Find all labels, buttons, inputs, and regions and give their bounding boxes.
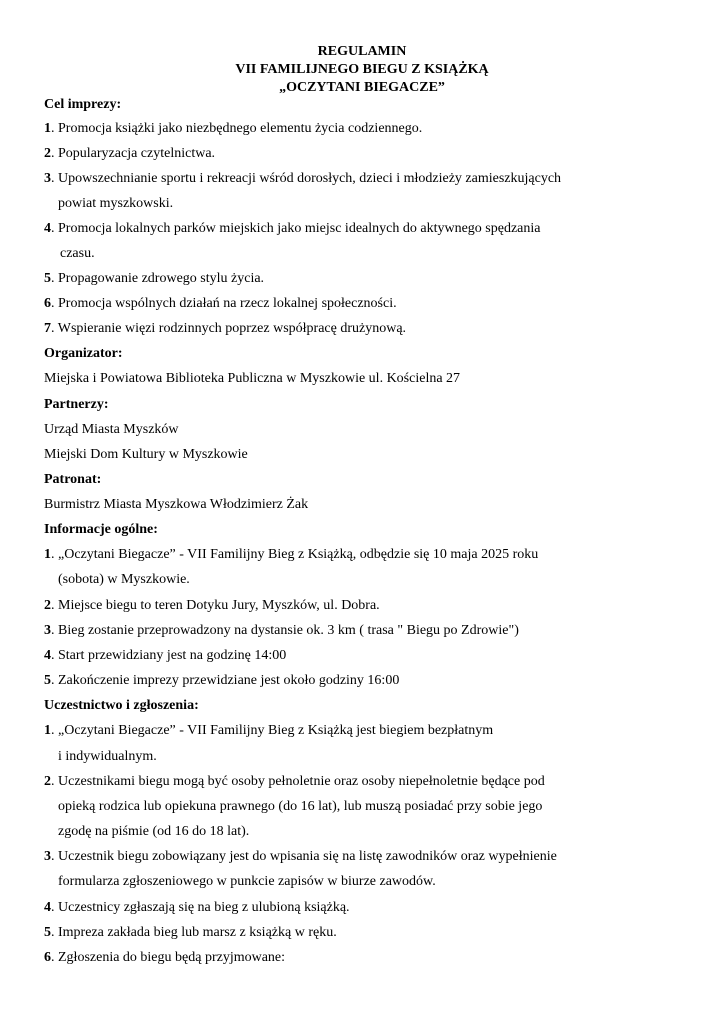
ucz-item-3-continuation: formularza zgłoszeniowego w punkcie zapisów w biurze zawodów. <box>58 874 436 889</box>
item-text: . Impreza zakłada bieg lub marsz z książką w ręku. <box>51 925 337 940</box>
item-text: . Promocja lokalnych parków miejskich jako miejsc idealnych do aktywnego spędzania <box>51 221 541 236</box>
info-item-5 <box>44 672 399 690</box>
item-number: 1 <box>44 547 51 562</box>
item-number: 6 <box>44 950 51 965</box>
cel-item-3-continuation: powiat myszkowski. <box>58 196 174 211</box>
info-item-4 <box>44 647 286 665</box>
ucz-item-2-continuation-2: zgodę na piśmie (od 16 do 18 lat). <box>58 824 250 839</box>
cel-item-4-continuation: czasu. <box>60 246 95 261</box>
partner-1: Urząd Miasta Myszków <box>44 422 179 437</box>
item-number: 4 <box>44 648 51 663</box>
heading-organizator: Organizator: <box>44 346 123 361</box>
cel-item-1 <box>44 120 422 138</box>
cel-item-5 <box>44 270 264 288</box>
item-number: 5 <box>44 925 51 940</box>
ucz-item-1-continuation: i indywidualnym. <box>58 749 157 764</box>
item-number: 3 <box>44 849 51 864</box>
item-text: . Uczestnicy zgłaszają się na bieg z ulubioną książką. <box>51 900 350 915</box>
organizator-text: Miejska i Powiatowa Biblioteka Publiczna w Myszkowie ul. Kościelna 27 <box>44 371 461 386</box>
heading-patronat: Patronat: <box>44 472 102 487</box>
item-number: 3 <box>44 171 51 186</box>
heading-cel: Cel imprezy: <box>44 97 122 112</box>
heading-partnerzy: Partnerzy: <box>44 397 109 412</box>
item-number: 5 <box>44 673 51 688</box>
info-item-1 <box>44 546 538 564</box>
item-number: 1 <box>44 723 51 738</box>
item-text: . Zgłoszenia do biegu będą przyjmowane: <box>51 950 286 965</box>
item-text: . „Oczytani Biegacze” - VII Familijny Bieg z Książką, odbędzie się 10 maja 2025 roku <box>51 547 539 562</box>
heading-informacje: Informacje ogólne: <box>44 522 158 537</box>
item-number: 6 <box>44 296 51 311</box>
item-text: . Uczestnik biegu zobowiązany jest do wpisania się na listę zawodników oraz wypełnienie <box>51 849 557 864</box>
item-text: . Promocja wspólnych działań na rzecz lokalnej społeczności. <box>51 296 397 311</box>
item-text: . „Oczytani Biegacze” - VII Familijny Bieg z Książką jest biegiem bezpłatnym <box>51 723 494 738</box>
item-number: 4 <box>44 221 51 236</box>
doc-title-line-1: REGULAMIN <box>317 44 407 59</box>
doc-title-line-3: „OCZYTANI BIEGACZE” <box>279 80 445 95</box>
ucz-item-3 <box>44 848 557 866</box>
info-item-1-continuation: (sobota) w Myszkowie. <box>58 572 190 587</box>
ucz-item-4 <box>44 899 350 917</box>
item-text: . Zakończenie imprezy przewidziane jest około godziny 16:00 <box>51 673 400 688</box>
item-number: 3 <box>44 623 51 638</box>
item-text: . Promocja książki jako niezbędnego elementu życia codziennego. <box>51 121 423 136</box>
item-text: . Miejsce biegu to teren Dotyku Jury, Myszków, ul. Dobra. <box>51 598 380 613</box>
item-text: . Upowszechnianie sportu i rekreacji wśród dorosłych, dzieci i młodzieży zamieszkujących <box>51 171 562 186</box>
item-number: 5 <box>44 271 51 286</box>
info-item-2 <box>44 597 380 615</box>
item-number: 2 <box>44 598 51 613</box>
cel-item-2 <box>44 145 215 163</box>
ucz-item-1 <box>44 722 493 740</box>
item-number: 4 <box>44 900 51 915</box>
cel-item-7 <box>44 320 406 338</box>
ucz-item-5 <box>44 924 337 942</box>
cel-item-6 <box>44 295 397 313</box>
heading-uczestnictwo: Uczestnictwo i zgłoszenia: <box>44 698 199 713</box>
item-number: 2 <box>44 146 51 161</box>
item-text: . Bieg zostanie przeprowadzony na dystansie ok. 3 km ( trasa " Biegu po Zdrowie") <box>51 623 519 638</box>
item-number: 2 <box>44 774 51 789</box>
item-number: 7 <box>44 321 51 336</box>
item-text: . Propagowanie zdrowego stylu życia. <box>51 271 265 286</box>
ucz-item-2 <box>44 773 545 791</box>
item-text: . Start przewidziany jest na godzinę 14:00 <box>51 648 287 663</box>
cel-item-3 <box>44 170 561 188</box>
item-text: . Wspieranie więzi rodzinnych poprzez współpracę drużynową. <box>51 321 407 336</box>
partner-2: Miejski Dom Kultury w Myszkowie <box>44 447 248 462</box>
ucz-item-6 <box>44 949 285 967</box>
cel-item-4 <box>44 220 540 238</box>
doc-title-line-2: VII FAMILIJNEGO BIEGU Z KSIĄŻKĄ <box>235 62 489 77</box>
info-item-3 <box>44 622 519 640</box>
patronat-text: Burmistrz Miasta Myszkowa Włodzimierz Żak <box>44 497 309 512</box>
item-text: . Popularyzacja czytelnictwa. <box>51 146 216 161</box>
ucz-item-2-continuation-1: opieką rodzica lub opiekuna prawnego (do 16 lat), lub muszą posiadać przy sobie jego <box>58 799 543 814</box>
item-text: . Uczestnikami biegu mogą być osoby pełnoletnie oraz osoby niepełnoletnie będące pod <box>51 774 545 789</box>
item-number: 1 <box>44 121 51 136</box>
